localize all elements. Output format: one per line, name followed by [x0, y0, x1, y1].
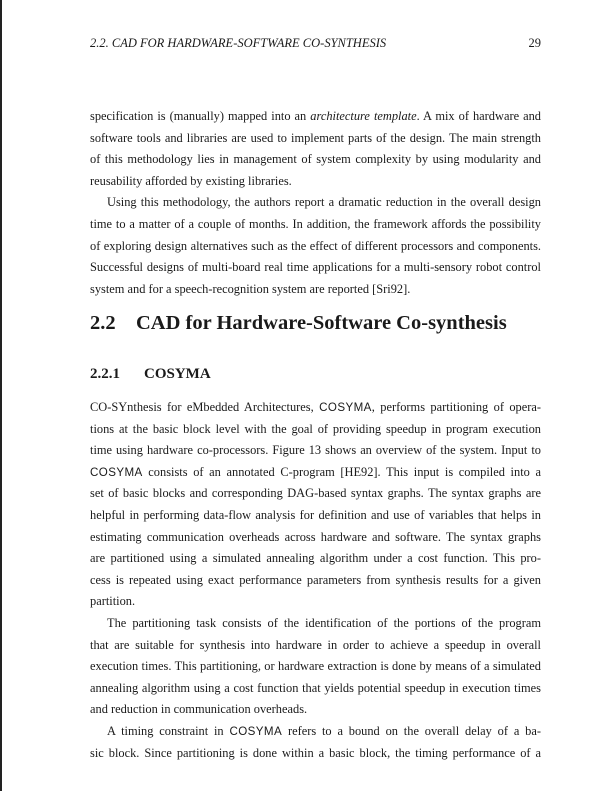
text-line: [90, 678, 541, 700]
text-line: [90, 106, 541, 128]
top-text: [90, 106, 541, 300]
text-run: are partitioned using a simulated annealing algorithm under a cost function. This pro-: [90, 551, 541, 566]
text-line: [90, 505, 541, 527]
text-run: system and for a speech-recognition system are reported [Sri92].: [90, 281, 411, 296]
text-line: [90, 149, 541, 171]
text-line: [90, 613, 541, 635]
text-run: specification is (manually) mapped into an: [90, 109, 311, 123]
text-line: [90, 483, 541, 505]
text-run: reusability afforded by existing libraries.: [90, 173, 292, 188]
text-run: and reduction in communication overheads.: [90, 702, 308, 717]
paragraph: [90, 721, 541, 764]
text-run: software tools and libraries are used to implement parts of the design. The main strength: [90, 130, 541, 145]
text-run: The partitioning task consists of the identification of the portions of the program: [107, 615, 541, 630]
text-line: [90, 591, 541, 613]
text-line: [90, 279, 541, 301]
text-line: [90, 214, 541, 236]
text-line: [90, 440, 541, 462]
text-run: helpful in performing data-flow analysis for definition and use of variables that helps in: [90, 507, 541, 522]
system-name: COSYMA: [319, 401, 372, 414]
text-line: [90, 128, 541, 150]
text-run: set of basic blocks and corresponding DAG-based syntax graphs. The syntax graphs are: [90, 486, 541, 501]
section-title: CAD for Hardware-Software Co-synthesis: [136, 312, 507, 334]
text-line: [90, 419, 541, 441]
text-line: [90, 257, 541, 279]
paragraph: [90, 613, 541, 721]
text-line: [90, 527, 541, 549]
text-run: , performs partitioning of opera-: [371, 400, 542, 414]
text-line: [90, 192, 541, 214]
page-number: 29: [528, 36, 541, 50]
text-run: of exploring design alternatives such as the effect of different processors and components.: [90, 238, 541, 253]
text-run: A timing constraint in: [107, 723, 230, 738]
text-line: [90, 462, 541, 484]
text-run: CO-SYnthesis for eMbedded Architectures,: [90, 400, 320, 414]
text-run: execution times. This partitioning, or hardware extraction is done by means of a simulated: [90, 659, 541, 674]
subsection-heading: [90, 366, 211, 383]
text-line: [90, 721, 541, 743]
paragraph: [90, 106, 541, 192]
body-text: [90, 397, 541, 764]
italic-term: architecture template: [310, 109, 417, 123]
text-run: partition.: [90, 594, 136, 609]
text-line: [90, 397, 541, 419]
subsection-title: COSYMA: [144, 366, 211, 382]
text-line: [90, 656, 541, 678]
text-run: tions at the basic block level with the goal of providing speedup in program execution: [90, 421, 541, 436]
text-line: [90, 570, 541, 592]
text-line: [90, 171, 541, 193]
text-run: . A mix of hardware and: [416, 109, 541, 123]
text-run: Successful designs of multi-board real time applications for a multi-sensory robot control: [90, 260, 541, 275]
paragraph: [90, 192, 541, 300]
running-title: 2.2. CAD FOR HARDWARE-SOFTWARE CO-SYNTHESIS: [90, 36, 387, 50]
system-name: COSYMA: [90, 465, 143, 479]
paragraph: [90, 397, 541, 613]
text-line: [90, 699, 541, 721]
text-run: time to a matter of a couple of months. In addition, the framework affords the possibility: [90, 216, 541, 231]
text-run: refers to a bound on the overall delay of a ba-: [282, 723, 541, 738]
text-run: sic block. Since partitioning is done within a basic block, the timing performance of a: [90, 745, 541, 760]
section-heading: [90, 312, 507, 335]
text-line: [90, 635, 541, 657]
text-run: consists of an annotated C-program [HE92]. This input is compiled into a: [142, 464, 541, 479]
text-run: estimating communication overheads across hardware and software. The syntax graphs: [90, 529, 541, 544]
text-run: annealing algorithm using a cost function that yields potential speedup in execution times: [90, 680, 541, 695]
running-header: [90, 36, 541, 51]
text-run: cess is repeated using exact performance parameters from synthesis results for a given: [90, 572, 541, 587]
system-name: COSYMA: [229, 724, 283, 738]
page-edge: [0, 0, 2, 791]
text-run: Using this methodology, the authors report a dramatic reduction in the overall design: [107, 195, 541, 210]
section-number: 2.2: [90, 312, 116, 334]
subsection-number: 2.2.1: [90, 366, 120, 382]
text-run: of this methodology lies in management of system complexity by using modularity and: [90, 152, 541, 167]
text-run: time using hardware co-processors. Figure 13 shows an overview of the system. Input to: [90, 443, 541, 458]
text-line: [90, 548, 541, 570]
text-line: [90, 743, 541, 765]
text-run: that are suitable for synthesis into hardware in order to achieve a speedup in overall: [90, 637, 541, 652]
text-line: [90, 236, 541, 258]
